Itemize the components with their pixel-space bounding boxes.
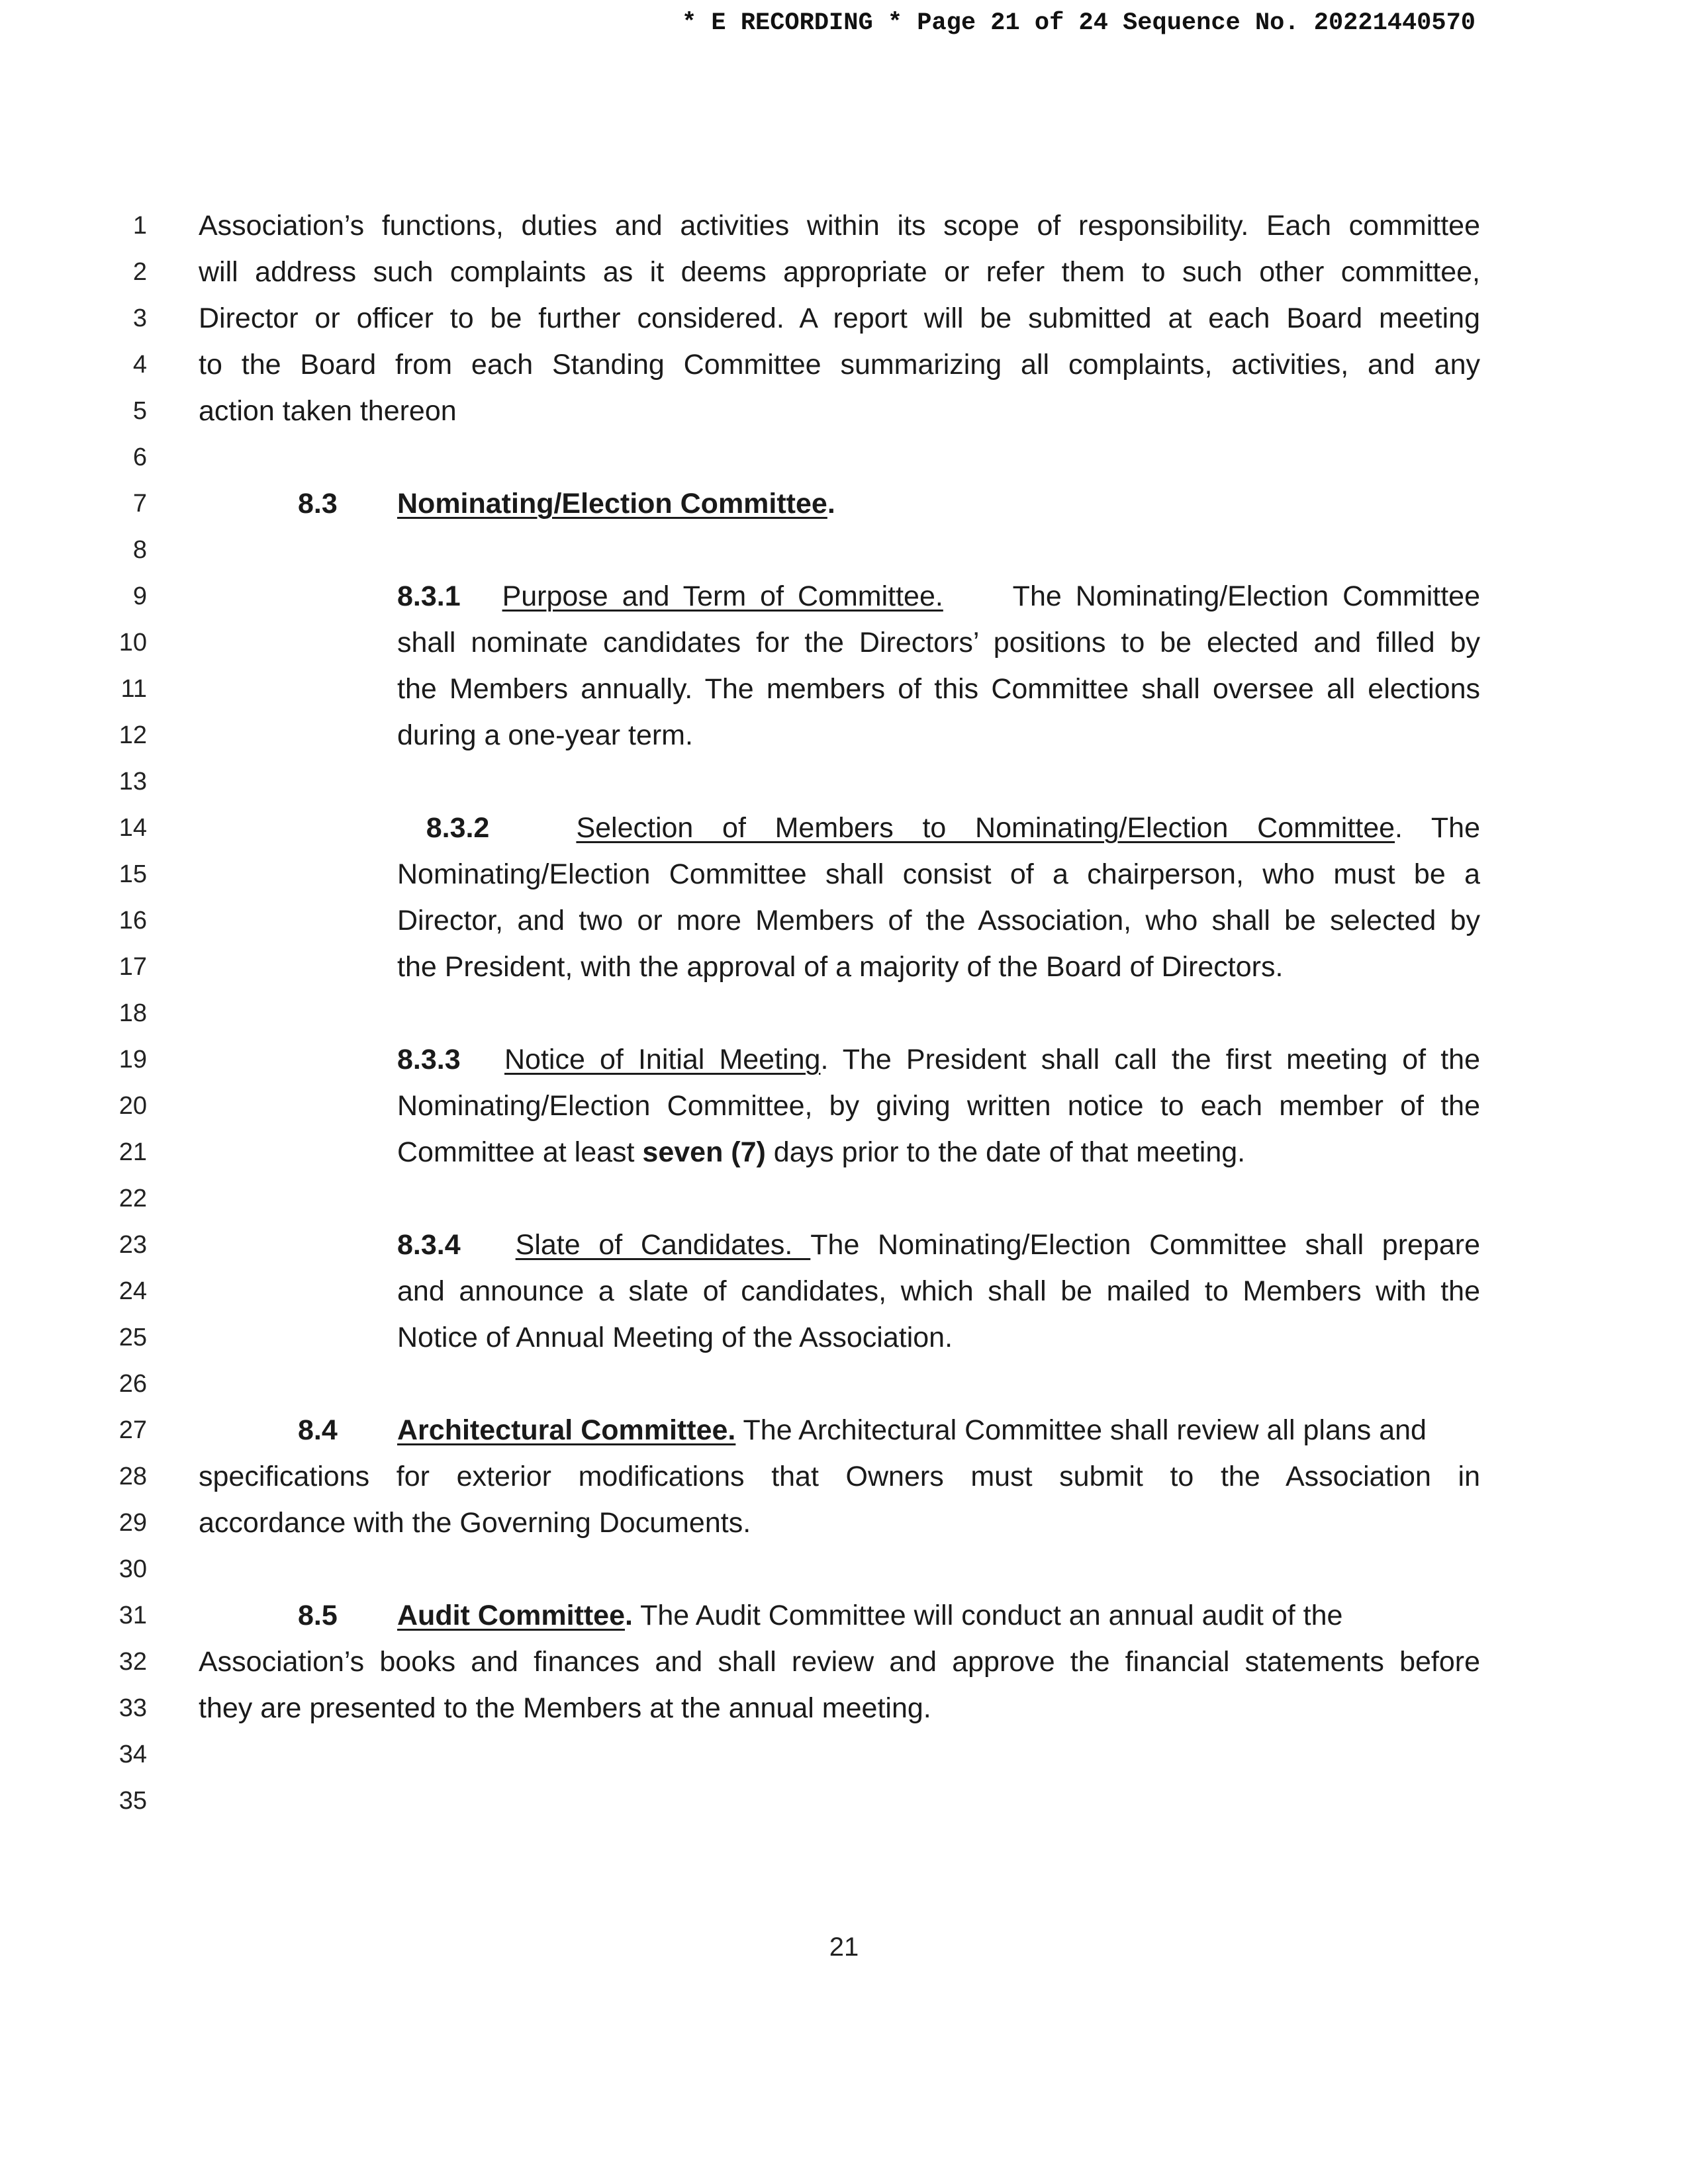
subsection-text: . The [1395, 812, 1480, 844]
subsection-number: 8.3.2 [426, 812, 490, 844]
section-8-3-4-line-1 [397, 1222, 1480, 1268]
section-8-5-line-3: they are presented to the Members at the annual meeting. [199, 1692, 931, 1724]
section-8-3-2-line-1 [397, 805, 1480, 851]
blank-line [199, 1361, 1480, 1407]
subsection-title: Selection of Members to Nominating/Election Committee [576, 812, 1395, 844]
line-number: 15 [118, 860, 147, 888]
section-title: Audit Committee [397, 1600, 625, 1631]
blank-line [199, 758, 1480, 805]
blank-line [199, 990, 1480, 1036]
section-8-3-4-line-3: Notice of Annual Meeting of the Association. [397, 1322, 953, 1353]
section-8-3-1-line-4: during a one-year term. [397, 719, 693, 751]
line-number: 34 [118, 1741, 147, 1768]
section-8-3-4-line-2: and announce a slate of candidates, which shall be mailed to Members with the [397, 1275, 1480, 1307]
intro-line-2: will address such complaints as it deems appropriate or refer them to such other committee, [199, 256, 1480, 288]
section-8-3-1-line-1 [397, 573, 1480, 619]
line-number: 1 [132, 212, 147, 240]
line-number: 35 [118, 1787, 147, 1815]
section-8-3-2-line-3: Director, and two or more Members of the Association, who shall be selected by [397, 905, 1480, 936]
recording-header: * E RECORDING * Page 21 of 24 Sequence No. 20221440570 [682, 9, 1476, 37]
section-8-4-line-3: accordance with the Governing Documents. [199, 1507, 751, 1539]
section-8-4-line-1 [199, 1407, 1480, 1453]
document-body [199, 203, 1480, 1731]
line-number: 13 [118, 768, 147, 796]
section-8-5-line-2: Association’s books and finances and shall review and approve the financial statements before [199, 1646, 1480, 1678]
line-number: 23 [118, 1231, 147, 1259]
intro-line-4: to the Board from each Standing Committee summarizing all complaints, activities, and any [199, 349, 1480, 381]
subsection-text: The Nominating/Election Committee [1012, 580, 1480, 612]
section-8-3-heading [199, 480, 1480, 527]
line-number: 26 [118, 1370, 147, 1398]
section-8-4-line-2: specifications for exterior modifications that Owners must submit to the Association in [199, 1461, 1480, 1492]
line-number: 21 [118, 1138, 147, 1166]
line-number: 17 [118, 953, 147, 981]
section-number: 8.4 [298, 1414, 338, 1446]
section-8-3-2-line-4: the President, with the approval of a majority of the Board of Directors. [397, 951, 1284, 983]
line-number: 8 [132, 536, 147, 564]
line-number: 9 [132, 582, 147, 610]
line-number: 5 [132, 397, 147, 425]
line-number: 7 [132, 490, 147, 518]
section-8-5-line-1 [199, 1592, 1480, 1639]
section-title: Architectural Committee. [397, 1414, 736, 1446]
line-number: 25 [118, 1324, 147, 1351]
line-number: 2 [132, 258, 147, 286]
line-number: 10 [118, 629, 147, 657]
subsection-text: days prior to the date of that meeting. [765, 1136, 1246, 1168]
subsection-title: Purpose and Term of Committee. [502, 580, 943, 612]
line-number: 16 [118, 907, 147, 934]
line-numbers-column [93, 203, 147, 1824]
subsection-number: 8.3.3 [397, 1044, 461, 1075]
line-number: 24 [118, 1277, 147, 1305]
line-number: 30 [118, 1555, 147, 1583]
emphasis-text: seven (7) [642, 1136, 766, 1168]
intro-line-5: action taken thereon [199, 395, 457, 427]
section-text: The Audit Committee will conduct an annual audit of the [632, 1600, 1343, 1631]
line-number: 20 [118, 1092, 147, 1120]
section-8-3-2-line-2: Nominating/Election Committee shall consist of a chairperson, who must be a [397, 858, 1480, 890]
section-text: The Architectural Committee shall review all plans and [735, 1414, 1427, 1446]
line-number: 27 [118, 1416, 147, 1444]
blank-line [199, 1175, 1480, 1222]
section-number: 8.5 [298, 1600, 338, 1631]
blank-line [199, 1546, 1480, 1592]
section-title-period: . [625, 1600, 633, 1631]
line-number: 11 [120, 675, 147, 703]
line-number: 32 [118, 1648, 147, 1676]
section-title-period: . [827, 488, 835, 520]
section-8-3-1-line-3: the Members annually. The members of this Committee shall oversee all elections [397, 673, 1480, 705]
subsection-title: Notice of Initial Meeting [504, 1044, 821, 1075]
line-number: 19 [118, 1046, 147, 1073]
section-number: 8.3 [298, 488, 338, 520]
section-8-3-1-line-2: shall nominate candidates for the Directors’ positions to be elected and filled by [397, 627, 1480, 659]
line-number: 14 [118, 814, 147, 842]
section-8-3-3-line-1 [397, 1036, 1480, 1083]
subsection-title: Slate of Candidates. [515, 1229, 811, 1261]
line-number: 33 [118, 1694, 147, 1722]
page-number: 21 [829, 1933, 859, 1962]
line-number: 31 [118, 1602, 147, 1629]
line-number: 28 [118, 1463, 147, 1490]
line-number: 12 [118, 721, 147, 749]
blank-line [199, 527, 1480, 573]
line-number: 29 [118, 1509, 147, 1537]
line-number: 3 [132, 304, 147, 332]
intro-line-1: Association’s functions, duties and activities within its scope of responsibility. Each committee [199, 210, 1480, 242]
subsection-number: 8.3.4 [397, 1229, 461, 1261]
line-number: 18 [118, 999, 147, 1027]
subsection-number: 8.3.1 [397, 580, 461, 612]
blank-line [199, 434, 1480, 480]
line-number: 6 [132, 443, 147, 471]
line-number: 4 [132, 351, 147, 379]
subsection-text: . The President shall call the first meeting of the [820, 1044, 1480, 1075]
section-8-3-3-line-2: Nominating/Election Committee, by giving written notice to each member of the [397, 1090, 1480, 1122]
section-title: Nominating/Election Committee [397, 488, 827, 520]
intro-line-3: Director or officer to be further considered. A report will be submitted at each Board meeting [199, 302, 1480, 334]
line-number: 22 [118, 1185, 147, 1212]
subsection-text: Committee at least [397, 1136, 643, 1168]
section-8-3-3-line-3 [397, 1129, 1480, 1175]
subsection-text: The Nominating/Election Committee shall prepare [810, 1229, 1480, 1261]
